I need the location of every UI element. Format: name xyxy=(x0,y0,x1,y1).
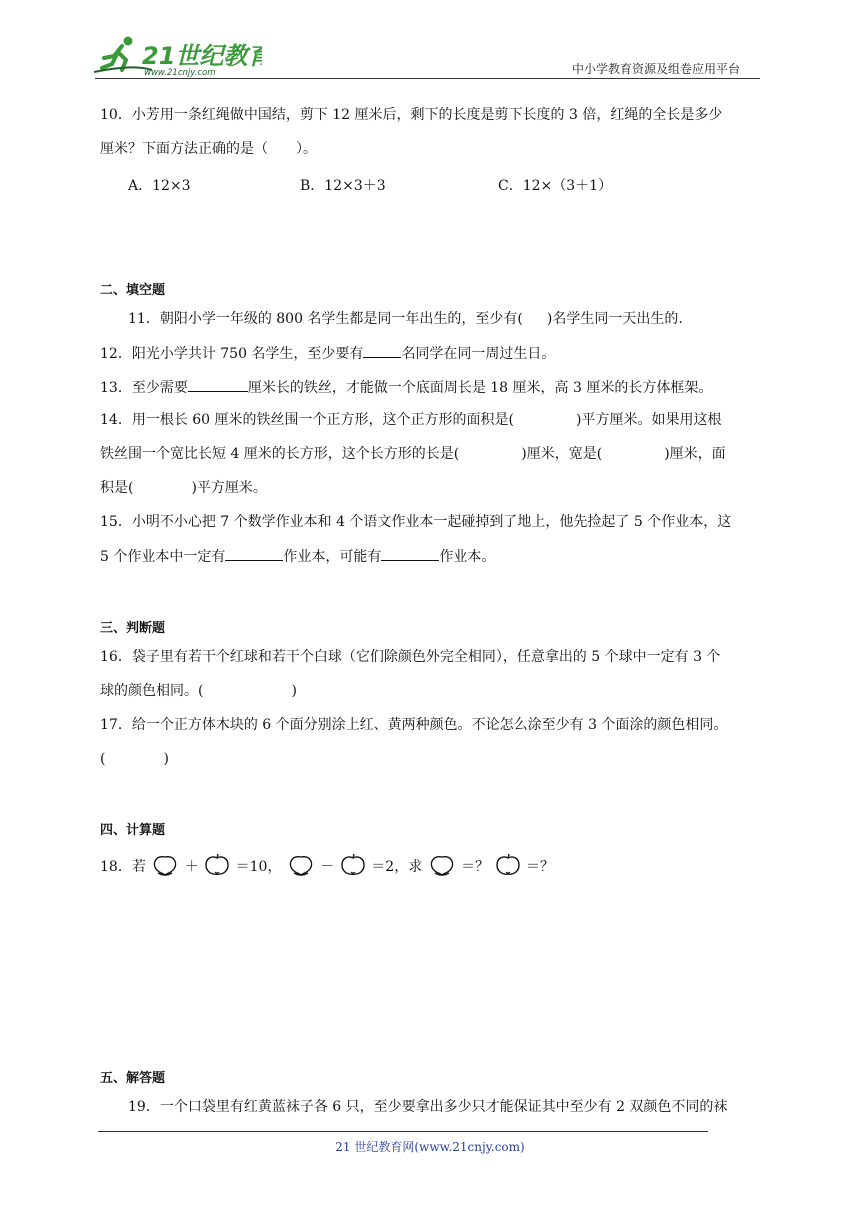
q17-line1: 17．给一个正方体木块的 6 个面分别涂上红、黄两种颜色。不论怎么涂至少有 3 个面涂的颜色相同。 xyxy=(100,717,728,733)
q14-l2b: )厘米，宽是( xyxy=(521,446,603,462)
q16-l2b: ) xyxy=(291,683,297,699)
q14-l1b: )平方厘米。如果用这根 xyxy=(576,412,722,428)
peach-icon xyxy=(150,853,180,877)
q18-prefix: 18．若 xyxy=(100,859,146,875)
q14-line2 xyxy=(100,444,726,464)
q17-l2a: ( xyxy=(100,751,106,767)
q14-l3b: )平方厘米。 xyxy=(191,480,267,496)
q11-text-b: )名学生同一天出生的. xyxy=(546,311,683,327)
q10-line2: 厘米？下面方法正确的是（ ）。 xyxy=(100,141,317,157)
q14-l2a: 铁丝围一个宽比长短 4 厘米的长方形，这个长方形的长是( xyxy=(100,446,460,462)
q15-line1: 15．小明不小心把 7 个数学作业本和 4 个语文作业本一起碰掉到了地上，他先捡起了 5 个作业本，这 xyxy=(100,514,732,530)
q13-text-a: 13．至少需要 xyxy=(100,380,188,396)
section-answer: 五、解答题 xyxy=(100,1071,166,1086)
peach-icon xyxy=(286,853,316,877)
q16-line2 xyxy=(100,681,297,701)
apple-icon xyxy=(203,853,231,877)
q18-ask1: ＝？ xyxy=(461,859,490,875)
q18-eq1: ＝10， xyxy=(235,859,282,875)
site-logo xyxy=(92,34,262,78)
q14-l2c: )厘米，面 xyxy=(664,446,726,462)
q10-line1: 10．小芳用一条红绳做中国结，剪下 12 厘米后，剩下的长度是剪下长度的 3 倍，红绳的全长是多少 xyxy=(100,107,723,123)
q13-text-b: 厘米长的铁丝，才能做一个底面周长是 18 厘米，高 3 厘米的长方体框架。 xyxy=(247,380,713,396)
q18-minus: － xyxy=(320,859,335,875)
q10-option-c: C．12×（3＋1） xyxy=(498,178,613,194)
q14-l3a: 积是( xyxy=(100,480,134,496)
q14-line1 xyxy=(100,410,721,430)
q18 xyxy=(100,853,554,879)
header-platform-text: 中小学教育资源及组卷应用平台 xyxy=(572,62,741,76)
q18-plus: ＋ xyxy=(184,859,199,875)
q18-eq2: ＝2，求 xyxy=(371,859,423,875)
q17-line2 xyxy=(100,749,169,769)
header-divider xyxy=(95,78,760,79)
q14-l1a: 14．用一根长 60 厘米的铁丝围一个正方形，这个正方形的面积是( xyxy=(100,412,514,428)
footer-text: 21 世纪教育网(www.21cnjy.com) xyxy=(335,1140,525,1154)
q15-line2 xyxy=(100,546,495,567)
q19-line1: 19．一个口袋里有红黄蓝袜子各 6 只，至少要拿出多少只才能保证其中至少有 2 双颜色不同的袜 xyxy=(128,1099,728,1115)
q12-text-a: 12．阳光小学共计 750 名学生，至少要有 xyxy=(100,346,364,362)
q15-blank1 xyxy=(225,546,283,561)
q15-blank2 xyxy=(381,546,439,561)
q10-option-a: A．12×3 xyxy=(128,178,191,194)
apple-icon xyxy=(494,853,522,877)
q14-line3 xyxy=(100,478,267,498)
q18-ask2: ＝？ xyxy=(526,859,555,875)
q16-line1: 16．袋子里有若干个红球和若干个白球（它们除颜色外完全相同），任意拿出的 5 个球中一定有 3 个 xyxy=(100,649,721,665)
q16-l2a: 球的颜色相同。( xyxy=(100,683,204,699)
q11 xyxy=(128,309,683,329)
q12-blank xyxy=(363,343,401,358)
q11-text-a: 11．朝阳小学一年级的 800 名学生都是同一年出生的，至少有( xyxy=(128,311,523,327)
q12-text-b: 名同学在同一周过生日。 xyxy=(401,346,556,362)
q15-l2b: 作业本，可能有 xyxy=(283,549,382,565)
section-calc: 四、计算题 xyxy=(100,823,166,838)
logo-url-text: www.21cnjy.com xyxy=(144,68,216,78)
footer-divider xyxy=(98,1131,708,1132)
q10-option-b: B．12×3＋3 xyxy=(300,178,386,194)
q17-l2b: ) xyxy=(163,751,169,767)
logo-main-text: 21世纪教育 xyxy=(142,42,262,70)
q12 xyxy=(100,343,555,364)
q13-blank xyxy=(188,377,248,392)
q15-l2c: 作业本。 xyxy=(439,549,496,565)
q15-l2a: 5 个作业本中一定有 xyxy=(100,549,226,565)
q13 xyxy=(100,377,712,398)
section-judge: 三、判断题 xyxy=(100,621,166,636)
apple-icon xyxy=(339,853,367,877)
peach-icon xyxy=(427,853,457,877)
section-fill-blank: 二、填空题 xyxy=(100,283,166,298)
runner-logo-icon xyxy=(92,34,262,78)
